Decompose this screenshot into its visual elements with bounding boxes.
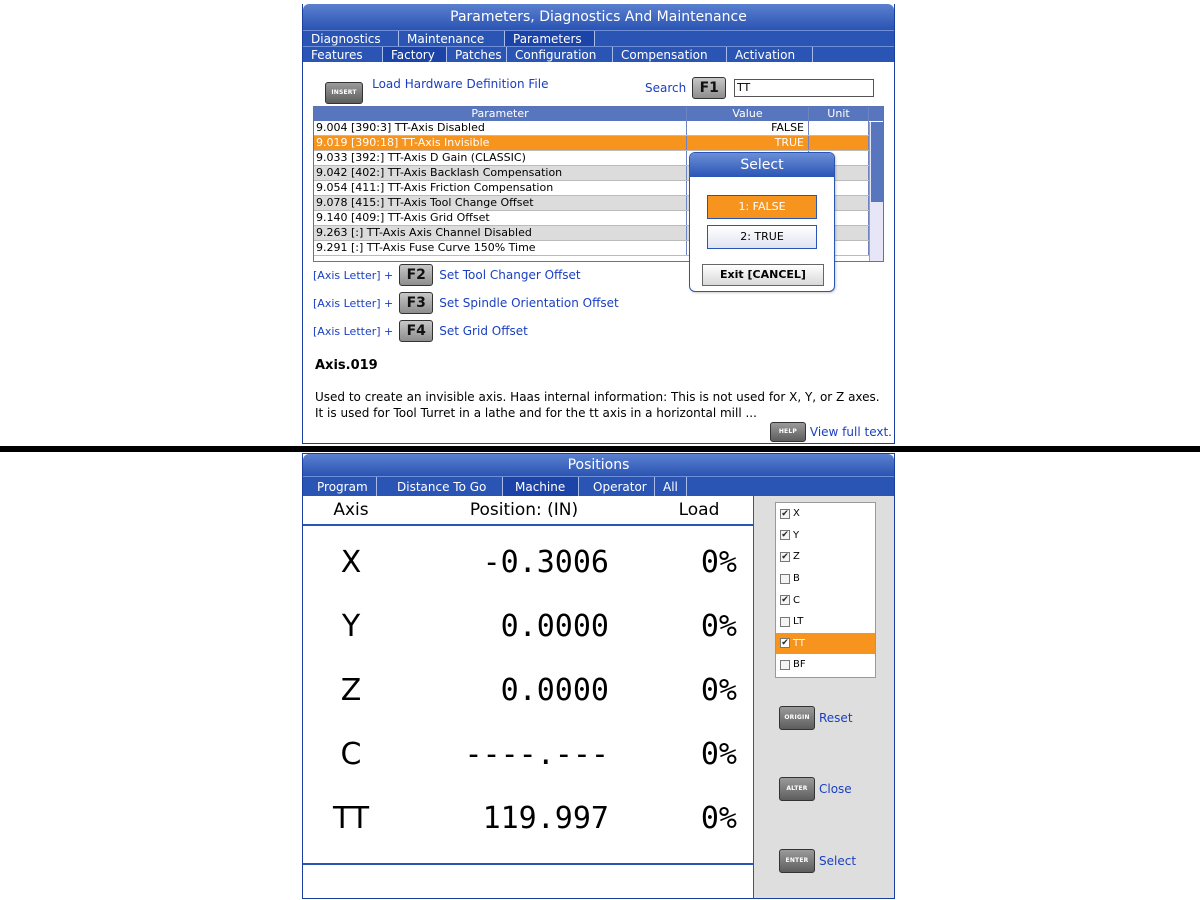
checkbox-label: Y [793,529,800,541]
axis-letter-prefix: [Axis Letter] + [313,268,394,282]
tab-distance-to-go[interactable]: Distance To Go [377,477,503,496]
checklist-item-tt[interactable] [776,633,875,655]
help-text: Used to create an invisible axis. Haas internal information: This is not used for X, Y, or Z axes. It is used for Tool Turret in a lathe and for the tt axis in a horizontal mill ... [315,390,880,420]
screen-divider [0,446,1200,452]
reset-control [779,706,853,730]
checkbox[interactable] [780,574,790,584]
function-line-f2 [313,264,581,286]
checklist-item-b[interactable] [776,568,875,590]
header-load: Load [678,500,720,520]
positions-tab-row [303,476,894,496]
axis-load: 0% [700,672,737,708]
axis-selection-panel [753,496,895,899]
tab-features[interactable]: Features [303,47,383,62]
table-row-selected[interactable] [314,136,883,151]
checkbox[interactable] [780,660,790,670]
checkbox-label: TT [793,637,806,649]
f4-key[interactable]: F4 [399,320,433,342]
row-param: 9.033 [392:] TT-Axis D Gain (CLASSIC) [314,151,687,165]
view-full-text [770,422,894,442]
checklist-item-c[interactable] [776,589,875,611]
option-false[interactable]: 1: FALSE [707,195,817,219]
axis-label: C [340,736,362,772]
axis-load: 0% [700,608,737,644]
checkbox[interactable]: ✔ [781,638,789,649]
row-param: 9.004 [390:3] TT-Axis Disabled [314,121,687,135]
help-key[interactable]: HELP [770,422,806,442]
table-row[interactable] [314,121,883,136]
checklist-item-y[interactable] [776,525,875,547]
tab-factory[interactable]: Factory [383,47,447,62]
table-scrollbar[interactable] [869,122,883,262]
tab-parameters[interactable]: Parameters [505,31,595,46]
function-line-f3 [313,292,619,314]
positions-header [303,496,753,526]
checklist-item-x[interactable] [776,503,875,525]
f2-key[interactable]: F2 [399,264,433,286]
set-tool-changer-offset-link[interactable]: Set Tool Changer Offset [439,268,581,282]
search-label: Search [645,81,687,95]
header-value: Value [687,107,809,121]
checkbox-label: C [793,594,800,606]
row-param: 9.263 [:] TT-Axis Axis Channel Disabled [314,226,687,240]
row-param: 9.042 [402:] TT-Axis Backlash Compensation [314,166,687,180]
close-control [779,777,852,801]
tab-activation[interactable]: Activation [727,47,813,62]
header-axis: Axis [333,500,369,520]
axis-position: ----.--- [464,736,609,772]
axis-label: X [340,544,362,580]
close-link[interactable]: Close [819,782,852,796]
checklist-item-z[interactable] [776,546,875,568]
tab-all[interactable]: All [655,477,687,496]
axis-position: 0.0000 [500,672,609,708]
set-grid-offset-link[interactable]: Set Grid Offset [439,324,528,338]
checkbox-label: Z [793,551,800,563]
positions-bottom-divider [303,863,753,865]
axis-load: 0% [700,736,737,772]
position-row-c [303,722,737,786]
axis-checklist [775,502,876,678]
help-title: Axis.019 [315,358,378,373]
params-toolbar [325,77,874,99]
checkbox[interactable] [780,617,790,627]
positions-title: Positions [303,454,894,476]
row-param: 9.291 [:] TT-Axis Fuse Curve 150% Time [314,241,687,255]
position-row-tt [303,786,737,850]
origin-key[interactable]: ORIGIN [779,706,815,730]
load-hardware-link[interactable]: Load Hardware Definition File [372,77,549,91]
select-control [779,849,856,873]
reset-link[interactable]: Reset [819,711,853,725]
row-unit [809,136,869,150]
row-param: 9.140 [409:] TT-Axis Grid Offset [314,211,687,225]
select-popup [689,152,835,292]
position-row-x [303,530,737,594]
enter-key[interactable]: ENTER [779,849,815,873]
axis-position: 119.997 [482,800,609,836]
row-param: 9.019 [390:18] TT-Axis Invisible [314,136,687,150]
axis-load: 0% [700,544,737,580]
window-title: Parameters, Diagnostics And Maintenance [303,4,894,30]
table-header [314,107,883,121]
alter-key[interactable]: ALTER [779,777,815,801]
tab-operator[interactable]: Operator [579,477,655,496]
checkbox[interactable]: ✔ [781,595,789,606]
checklist-item-bf[interactable] [776,654,875,676]
checkbox[interactable]: ✔ [781,530,789,541]
scrollbar-thumb[interactable] [871,122,883,202]
positions-display [303,496,753,899]
axis-label: Z [340,672,362,708]
select-link[interactable]: Select [819,854,857,868]
position-row-z [303,658,737,722]
row-value: TRUE [687,136,809,150]
row-unit [809,121,869,135]
sub-tab-row [303,46,894,62]
main-tab-row [303,30,894,46]
header-parameter: Parameter [314,107,687,121]
checkbox[interactable]: ✔ [781,508,789,519]
checkbox-label: BF [793,659,806,671]
function-line-f4 [313,320,528,342]
tab-patches[interactable]: Patches [447,47,507,62]
parameters-window [302,4,895,444]
option-true[interactable]: 2: TRUE [707,225,817,249]
axis-load: 0% [700,800,737,836]
tab-compensation[interactable]: Compensation [613,47,727,62]
row-param: 9.078 [415:] TT-Axis Tool Change Offset [314,196,687,210]
tab-configuration[interactable]: Configuration [507,47,613,62]
tab-machine[interactable]: Machine [503,477,579,496]
tab-program[interactable]: Program [303,477,377,496]
row-value: FALSE [687,121,809,135]
exit-cancel-button[interactable]: Exit [CANCEL] [702,264,824,286]
axis-label: Y [341,608,361,644]
help-section [315,358,885,421]
tab-diagnostics[interactable]: Diagnostics [303,31,399,46]
checkbox[interactable]: ✔ [781,551,789,562]
checkbox-label: B [793,573,800,585]
set-spindle-orientation-offset-link[interactable]: Set Spindle Orientation Offset [439,296,619,310]
f3-key[interactable]: F3 [399,292,433,314]
position-row-y [303,594,737,658]
search-input[interactable]: TT [734,79,874,97]
header-position: Position: (IN) [469,500,579,520]
axis-letter-prefix: [Axis Letter] + [313,324,394,338]
axis-position: 0.0000 [500,608,609,644]
positions-window [302,453,895,899]
row-param: 9.054 [411:] TT-Axis Friction Compensation [314,181,687,195]
axis-letter-prefix: [Axis Letter] + [313,296,394,310]
checkbox-label: LT [793,616,804,628]
insert-key[interactable]: INSERT [325,82,363,104]
checklist-item-lt[interactable] [776,611,875,633]
axis-position: -0.3006 [482,544,609,580]
tab-maintenance[interactable]: Maintenance [399,31,505,46]
checkbox-label: X [793,508,800,520]
popup-title: Select [690,153,834,177]
view-full-text-link[interactable]: View full text. [809,425,892,439]
axis-label: TT [332,800,370,836]
f1-key[interactable]: F1 [692,77,726,99]
header-unit: Unit [809,107,869,121]
